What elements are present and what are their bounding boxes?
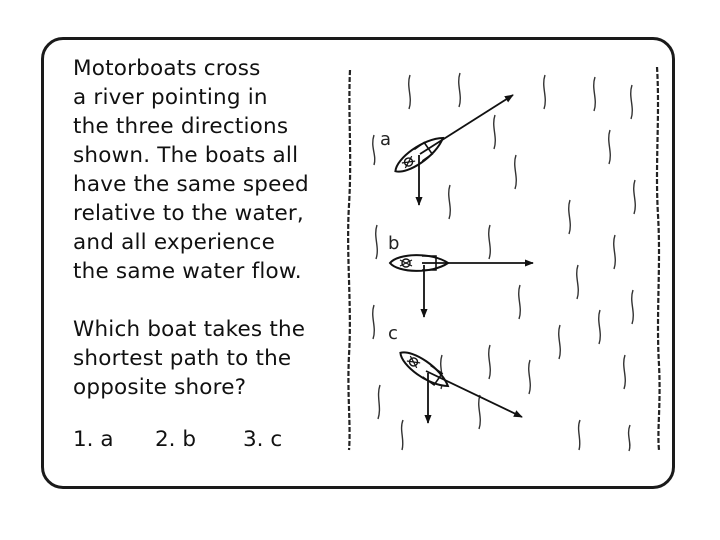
choice-1: 1. a (73, 427, 114, 452)
description-line: the same water flow. (73, 259, 302, 284)
boat-a (380, 95, 513, 205)
question-prompt (73, 315, 363, 402)
boat-label-b: b (388, 233, 400, 254)
boat-a-heading-arrow (420, 95, 513, 154)
boat-b (388, 233, 533, 317)
question-description (73, 54, 363, 286)
boat-c (388, 323, 522, 423)
description-line: have the same speed (73, 172, 309, 197)
description-line: and all experience (73, 230, 276, 255)
description-line: shown. The boats all (73, 143, 299, 168)
river-diagram (330, 55, 700, 455)
description-line: the three directions (73, 114, 289, 139)
boat-label-c: c (388, 323, 398, 344)
right-riverbank (657, 67, 660, 450)
choice-3: 3. c (243, 427, 283, 452)
description-line: Motorboats cross (73, 56, 261, 81)
prompt-line: Which boat takes the (73, 317, 306, 342)
left-riverbank (348, 70, 350, 450)
description-line: relative to the water, (73, 201, 304, 226)
choice-2: 2. b (155, 427, 196, 452)
boat-c-heading-arrow (426, 371, 522, 417)
boat-label-a: a (380, 129, 392, 150)
prompt-line: opposite shore? (73, 375, 247, 400)
description-line: a river pointing in (73, 85, 268, 110)
question-text (73, 54, 363, 402)
prompt-line: shortest path to the (73, 346, 292, 371)
